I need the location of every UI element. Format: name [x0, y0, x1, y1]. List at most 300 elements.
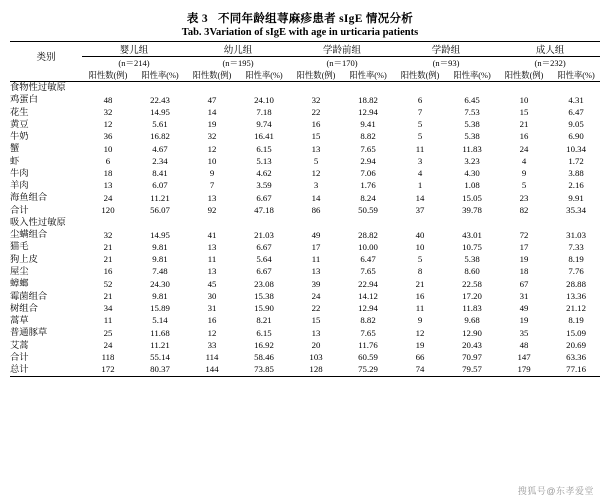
- cell: 45: [207, 278, 217, 289]
- cell: 37: [415, 204, 425, 215]
- subheader-count-1: 阳性数(例): [192, 71, 232, 80]
- group-n-4: (n＝232): [534, 58, 566, 68]
- cell: 128: [309, 364, 323, 375]
- cell: 14.95: [150, 229, 170, 240]
- subheader-count-4: 阳性数(例): [504, 71, 544, 80]
- subheader-count-2: 阳性数(例): [296, 71, 336, 80]
- cell: 10: [207, 155, 217, 166]
- cell: 80.37: [150, 364, 170, 375]
- group-header-1: 幼儿组: [186, 42, 290, 57]
- cell: 16: [311, 119, 321, 130]
- cell: 33: [207, 339, 217, 350]
- cell: 9: [209, 168, 215, 179]
- table-row: [10, 192, 600, 204]
- cell: 6: [105, 155, 111, 166]
- cell: 103: [309, 352, 323, 363]
- cell: 5.14: [152, 315, 168, 326]
- cell: 24: [103, 192, 113, 203]
- cell: 22.94: [358, 278, 378, 289]
- cell: 7.53: [464, 106, 480, 117]
- cell: 50.59: [358, 204, 378, 215]
- group-n-0: (n＝214): [118, 58, 150, 68]
- cell: 6.90: [568, 131, 584, 142]
- cell: 21: [103, 241, 113, 252]
- cell: 5: [417, 119, 423, 130]
- cell: 20.69: [566, 339, 586, 350]
- cell: 9.41: [360, 119, 376, 130]
- cell: 16: [207, 315, 217, 326]
- cell: 5: [313, 155, 319, 166]
- cell: 30: [207, 290, 217, 301]
- table-row-subtotal: [10, 352, 600, 364]
- cell: 22: [311, 106, 321, 117]
- cell: 35: [519, 327, 529, 338]
- cell: 34: [103, 303, 113, 314]
- cell: 11.21: [150, 339, 170, 350]
- cell: 7.33: [568, 241, 584, 252]
- cell: 6.47: [360, 254, 376, 265]
- cell: 18.82: [358, 94, 378, 105]
- table-row: [10, 168, 600, 180]
- cell: 24.10: [254, 94, 274, 105]
- cell: 9.68: [464, 315, 480, 326]
- cell: 79.57: [462, 364, 482, 375]
- cell: 18: [103, 168, 113, 179]
- cell: 21: [519, 119, 529, 130]
- table-row: [10, 107, 600, 119]
- cell: 6.45: [464, 94, 480, 105]
- subheader-spacer: [10, 69, 82, 82]
- cell: 7.65: [360, 143, 376, 154]
- table-number-cn: 表 3: [186, 13, 208, 25]
- table-row: [10, 266, 600, 278]
- table-title-text-cn: 不同年龄组荨麻疹患者 sIgE 情况分析: [217, 13, 414, 25]
- cell: 5.38: [464, 119, 480, 130]
- cell: 147: [517, 352, 531, 363]
- cell: 1: [417, 180, 423, 191]
- cell: 6.47: [568, 106, 584, 117]
- cell: 15.38: [254, 290, 274, 301]
- cell: 40: [415, 229, 425, 240]
- cell: 5.13: [256, 155, 272, 166]
- cell: 31: [207, 303, 217, 314]
- cell: 11: [103, 315, 113, 326]
- cell: 13: [103, 180, 113, 191]
- subheader-rate-0: 阳性率(%): [141, 71, 179, 80]
- cell: 16.41: [254, 131, 274, 142]
- cell: 11: [207, 254, 217, 265]
- cell: 7.06: [360, 168, 376, 179]
- subheader-rate-3: 阳性率(%): [453, 71, 491, 80]
- row-label: 海鱼组合: [10, 193, 48, 204]
- cell: 5.61: [152, 119, 168, 130]
- cell: 15: [311, 315, 321, 326]
- cell: 77.16: [566, 364, 586, 375]
- cell: 9.81: [152, 290, 168, 301]
- cell: 6: [417, 94, 423, 105]
- cell: 10: [519, 94, 529, 105]
- cell: 15.89: [150, 303, 170, 314]
- cell: 10.34: [566, 143, 586, 154]
- row-label: 鸡蛋白: [10, 95, 38, 106]
- cell: 52: [103, 278, 113, 289]
- cell: 48: [103, 94, 113, 105]
- cell: 9.05: [568, 119, 584, 130]
- cell: 32: [103, 229, 113, 240]
- section-title-0: 食物性过敏原: [10, 82, 600, 95]
- cell: 16: [415, 290, 425, 301]
- cell: 14.95: [150, 106, 170, 117]
- cell: 35.34: [566, 204, 586, 215]
- cell: 55.14: [150, 352, 170, 363]
- cell: 8.19: [568, 254, 584, 265]
- row-label: 羊肉: [10, 181, 29, 192]
- cell: 13: [311, 143, 321, 154]
- row-label: 艾蒿: [10, 340, 29, 351]
- cell: 7.76: [568, 266, 584, 277]
- cell: 5.38: [464, 254, 480, 265]
- watermark-text: 搜狐号@东孝爱堂: [517, 486, 594, 496]
- cell: 12.94: [358, 303, 378, 314]
- cell: 86: [311, 204, 321, 215]
- cell: 172: [101, 364, 115, 375]
- cell: 5.38: [464, 131, 480, 142]
- subheader-rate-4: 阳性率(%): [557, 71, 595, 80]
- table-row: [10, 131, 600, 143]
- cell: 8.19: [568, 315, 584, 326]
- cell: 3: [417, 155, 423, 166]
- table-row: [10, 229, 600, 241]
- cell: 75.29: [358, 364, 378, 375]
- row-label: 花生: [10, 107, 29, 118]
- cell: 9.81: [152, 241, 168, 252]
- subheader-count-3: 阳性数(例): [400, 71, 440, 80]
- cell: 1.76: [360, 180, 376, 191]
- group-n-2: (n＝170): [326, 58, 358, 68]
- cell: 7: [209, 180, 215, 191]
- cell: 15.90: [254, 303, 274, 314]
- cell: 4: [521, 155, 527, 166]
- cell: 10.00: [358, 241, 378, 252]
- cell: 28.82: [358, 229, 378, 240]
- row-label: 牛奶: [10, 132, 29, 143]
- cell: 3.88: [568, 168, 584, 179]
- row-label: 普通豚草: [10, 328, 48, 339]
- section-header-row: [10, 217, 600, 229]
- cell: 5: [417, 131, 423, 142]
- row-label: 霉菌组合: [10, 291, 48, 302]
- cell: 72: [519, 229, 529, 240]
- watermark: [518, 484, 594, 497]
- cell: 2.16: [568, 180, 584, 191]
- cell: 144: [205, 364, 219, 375]
- cell: 48: [519, 339, 529, 350]
- cell: 39.78: [462, 204, 482, 215]
- cell: 31: [519, 290, 529, 301]
- cell: 8.82: [360, 131, 376, 142]
- cell: 74: [415, 364, 425, 375]
- cell: 31.03: [566, 229, 586, 240]
- cell: 24: [103, 339, 113, 350]
- table-row: [10, 291, 600, 303]
- group-header-2: 学龄前组: [290, 42, 394, 57]
- table-body: [10, 82, 600, 379]
- cell: 13.36: [566, 290, 586, 301]
- cell: 6.67: [256, 266, 272, 277]
- cell: 14: [311, 192, 321, 203]
- cell: 3.23: [464, 155, 480, 166]
- cell: 21: [103, 290, 113, 301]
- cell: 5: [521, 180, 527, 191]
- table-title-cn: [10, 10, 590, 26]
- row-label: 树组合: [10, 303, 38, 314]
- cell: 1.08: [464, 180, 480, 191]
- subcolumn-header-row: [10, 69, 600, 82]
- cell: 49: [519, 303, 529, 314]
- row-label: 蟑螂: [10, 279, 29, 290]
- cell: 12.90: [462, 327, 482, 338]
- cell: 10: [103, 143, 113, 154]
- cell: 24: [311, 290, 321, 301]
- cell: 6.67: [256, 192, 272, 203]
- cell: 11.68: [150, 327, 170, 338]
- cell: 63.36: [566, 352, 586, 363]
- cell: 4.67: [152, 143, 168, 154]
- cell: 4.30: [464, 168, 480, 179]
- cell: 23: [519, 192, 529, 203]
- cell: 9: [417, 315, 423, 326]
- cell: 25: [103, 327, 113, 338]
- cell: 13: [311, 327, 321, 338]
- cell: 24: [519, 143, 529, 154]
- cell: 9: [521, 168, 527, 179]
- group-header-0: 婴儿组: [82, 42, 186, 57]
- cell: 15.05: [462, 192, 482, 203]
- row-label: 狗上皮: [10, 254, 38, 265]
- cell: 3.59: [256, 180, 272, 191]
- cell: 18: [519, 266, 529, 277]
- cell: 17.20: [462, 290, 482, 301]
- table-row: [10, 340, 600, 352]
- cell: 22.58: [462, 278, 482, 289]
- table-row: [10, 119, 600, 131]
- cell: 8.82: [360, 315, 376, 326]
- sige-data-table: [10, 41, 600, 378]
- cell: 15.09: [566, 327, 586, 338]
- cell: 12: [103, 119, 113, 130]
- cell: 19: [519, 254, 529, 265]
- table-row-subtotal: [10, 205, 600, 217]
- cell: 6.67: [256, 241, 272, 252]
- row-label: 合计: [10, 352, 29, 363]
- cell: 41: [207, 229, 217, 240]
- cell: 32: [207, 131, 217, 142]
- cell: 2.94: [360, 155, 376, 166]
- cell: 12: [207, 143, 217, 154]
- cell: 179: [517, 364, 531, 375]
- cell: 1.72: [568, 155, 584, 166]
- cell: 4.62: [256, 168, 272, 179]
- cell: 17: [311, 241, 321, 252]
- subheader-count-0: 阳性数(例): [88, 71, 128, 80]
- table-title-en: [10, 27, 590, 38]
- cell: 21.12: [566, 303, 586, 314]
- table-title-text-en: Variation of sIgE with age in urticaria patients: [209, 27, 419, 38]
- header-category: 类别: [10, 42, 82, 70]
- cell: 118: [101, 352, 115, 363]
- cell: 28.88: [566, 278, 586, 289]
- cell: 58.46: [254, 352, 274, 363]
- row-label: 蟹: [10, 144, 20, 155]
- cell: 13: [311, 266, 321, 277]
- row-label: 尘螨组合: [10, 230, 48, 241]
- cell: 7.65: [360, 266, 376, 277]
- row-label: 猫毛: [10, 242, 29, 253]
- subheader-rate-1: 阳性率(%): [245, 71, 283, 80]
- cell: 92: [207, 204, 217, 215]
- cell: 12: [207, 327, 217, 338]
- cell: 10: [415, 241, 425, 252]
- cell: 114: [205, 352, 219, 363]
- table-row: [10, 254, 600, 266]
- cell: 16.92: [254, 339, 274, 350]
- cell: 3: [313, 180, 319, 191]
- cell: 8.60: [464, 266, 480, 277]
- cell: 4: [417, 168, 423, 179]
- cell: 21: [103, 254, 113, 265]
- table-row-grandtotal: [10, 364, 600, 377]
- cell: 15: [311, 131, 321, 142]
- row-label: 黄豆: [10, 119, 29, 130]
- cell: 4.31: [568, 94, 584, 105]
- cell: 23.08: [254, 278, 274, 289]
- table-row: [10, 327, 600, 339]
- cell: 11.83: [462, 143, 482, 154]
- table-row: [10, 278, 600, 290]
- cell: 14.12: [358, 290, 378, 301]
- cell: 14: [207, 106, 217, 117]
- table-row: [10, 180, 600, 192]
- subheader-rate-2: 阳性率(%): [349, 71, 387, 80]
- cell: 8.21: [256, 315, 272, 326]
- cell: 47: [207, 94, 217, 105]
- cell: 7.18: [256, 106, 272, 117]
- table-row: [10, 303, 600, 315]
- cell: 9.91: [568, 192, 584, 203]
- cell: 11.76: [358, 339, 378, 350]
- cell: 12: [311, 168, 321, 179]
- cell: 24.30: [150, 278, 170, 289]
- cell: 22: [311, 303, 321, 314]
- cell: 5: [417, 254, 423, 265]
- cell: 13: [207, 192, 217, 203]
- cell: 19: [519, 315, 529, 326]
- row-label: 虾: [10, 156, 20, 167]
- cell: 49: [311, 229, 321, 240]
- cell: 10.75: [462, 241, 482, 252]
- group-n-3: (n＝93): [432, 58, 460, 68]
- cell: 6.15: [256, 327, 272, 338]
- cell: 8.41: [152, 168, 168, 179]
- row-label: 合计: [10, 205, 29, 216]
- cell: 17: [519, 241, 529, 252]
- group-header-4: 成人组: [498, 42, 600, 57]
- group-n-1: (n＝195): [222, 58, 254, 68]
- cell: 19: [207, 119, 217, 130]
- cell: 8: [417, 266, 423, 277]
- cell: 82: [519, 204, 529, 215]
- cell: 20: [311, 339, 321, 350]
- cell: 19: [415, 339, 425, 350]
- cell: 12.94: [358, 106, 378, 117]
- cell: 60.59: [358, 352, 378, 363]
- cell: 13: [207, 241, 217, 252]
- row-label: 蒿草: [10, 316, 29, 327]
- cell: 16: [103, 266, 113, 277]
- cell: 12: [415, 327, 425, 338]
- section-header-row: [10, 82, 600, 95]
- cell: 66: [415, 352, 425, 363]
- cell: 6.07: [152, 180, 168, 191]
- cell: 2.34: [152, 155, 168, 166]
- cell: 11: [415, 303, 425, 314]
- table-row: [10, 94, 600, 106]
- cell: 13: [207, 266, 217, 277]
- cell: 21.03: [254, 229, 274, 240]
- row-label: 牛肉: [10, 168, 29, 179]
- cell: 15: [519, 106, 529, 117]
- group-n-row: [10, 57, 600, 70]
- cell: 5.64: [256, 254, 272, 265]
- cell: 7: [417, 106, 423, 117]
- cell: 11.83: [462, 303, 482, 314]
- row-label: 屋尘: [10, 266, 29, 277]
- cell: 9.74: [256, 119, 272, 130]
- cell: 16: [519, 131, 529, 142]
- cell: 11: [415, 143, 425, 154]
- cell: 21: [415, 278, 425, 289]
- table-bottom-rule: [10, 377, 600, 379]
- cell: 73.85: [254, 364, 274, 375]
- table-row: [10, 241, 600, 253]
- cell: 9.81: [152, 254, 168, 265]
- cell: 7.65: [360, 327, 376, 338]
- cell: 43.01: [462, 229, 482, 240]
- cell: 7.48: [152, 266, 168, 277]
- cell: 11.21: [150, 192, 170, 203]
- cell: 16.82: [150, 131, 170, 142]
- cell: 6.15: [256, 143, 272, 154]
- cell: 14: [415, 192, 425, 203]
- cell: 11: [311, 254, 321, 265]
- cell: 70.97: [462, 352, 482, 363]
- cell: 39: [311, 278, 321, 289]
- section-title-1: 吸入性过敏原: [10, 217, 66, 228]
- table-row: [10, 143, 600, 155]
- cell: 120: [101, 204, 115, 215]
- cell: 32: [103, 106, 113, 117]
- cell: 32: [311, 94, 321, 105]
- cell: 20.43: [462, 339, 482, 350]
- table-row: [10, 315, 600, 327]
- cell: 56.07: [150, 204, 170, 215]
- table-top-rule: [10, 42, 600, 57]
- table-row: [10, 156, 600, 168]
- cell: 22.43: [150, 94, 170, 105]
- cell: 8.24: [360, 192, 376, 203]
- table-number-en: Tab. 3: [181, 27, 210, 38]
- cell: 67: [519, 278, 529, 289]
